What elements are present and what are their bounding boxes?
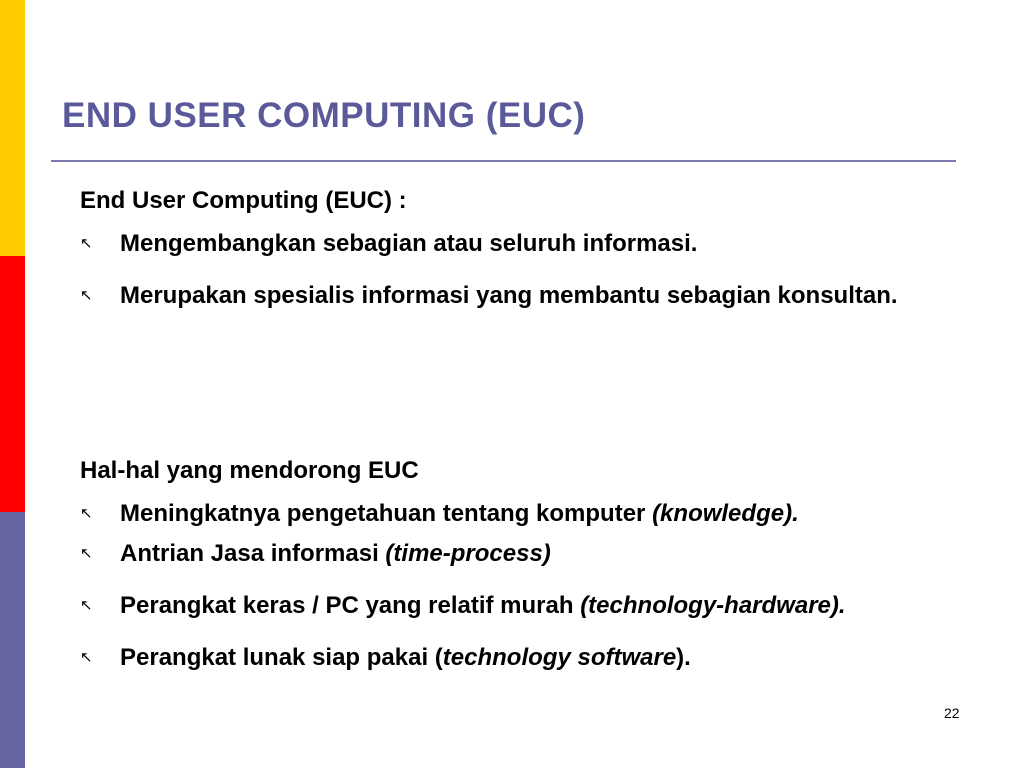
bullet-text: Merupakan spesialis informasi yang membantu sebagian konsultan. bbox=[120, 282, 898, 309]
bullet-text-italic: (knowledge). bbox=[652, 500, 799, 527]
arrow-up-left-icon: ↖ bbox=[80, 649, 93, 666]
bullet-item bbox=[80, 589, 1014, 622]
bullet-text-suffix: ). bbox=[676, 644, 691, 671]
bullet-item bbox=[80, 537, 1014, 570]
slide-title: END USER COMPUTING (EUC) bbox=[62, 96, 586, 135]
left-stripe-yellow bbox=[0, 0, 25, 256]
bullet-text bbox=[120, 589, 1014, 622]
arrow-up-left-icon: ↖ bbox=[80, 597, 93, 614]
section-heading-euc: End User Computing (EUC) : bbox=[80, 187, 407, 214]
bullet-text-main: Perangkat lunak siap pakai ( bbox=[120, 644, 443, 671]
arrow-up-left-icon: ↖ bbox=[80, 287, 93, 304]
section-heading-drivers: Hal-hal yang mendorong EUC bbox=[80, 457, 419, 484]
bullet-text bbox=[120, 497, 1014, 530]
bullet-item bbox=[80, 641, 1014, 674]
bullet-text-main: Perangkat keras / PC yang relatif murah bbox=[120, 592, 581, 619]
arrow-up-left-icon: ↖ bbox=[80, 545, 93, 562]
page-number: 22 bbox=[944, 705, 960, 721]
bullet-item bbox=[80, 497, 1014, 530]
bullet-text-italic: (technology-hardware). bbox=[580, 592, 846, 619]
arrow-up-left-icon: ↖ bbox=[80, 505, 93, 522]
bullet-text-italic: (time-process) bbox=[385, 540, 551, 567]
bullet-text bbox=[120, 641, 1014, 674]
left-stripe-red bbox=[0, 256, 25, 512]
bullet-text: Mengembangkan sebagian atau seluruh informasi. bbox=[120, 230, 698, 257]
arrow-up-left-icon: ↖ bbox=[80, 235, 93, 252]
bullet-text-italic: technology software bbox=[442, 644, 677, 671]
left-stripe-purple bbox=[0, 512, 25, 768]
title-divider bbox=[51, 160, 956, 162]
bullet-item bbox=[80, 279, 1014, 312]
bullet-text bbox=[120, 537, 1014, 570]
bullet-text-main: Meningkatnya pengetahuan tentang komputer bbox=[120, 500, 653, 527]
bullet-text-main: Antrian Jasa informasi bbox=[120, 540, 386, 567]
bullet-item bbox=[80, 227, 1014, 260]
